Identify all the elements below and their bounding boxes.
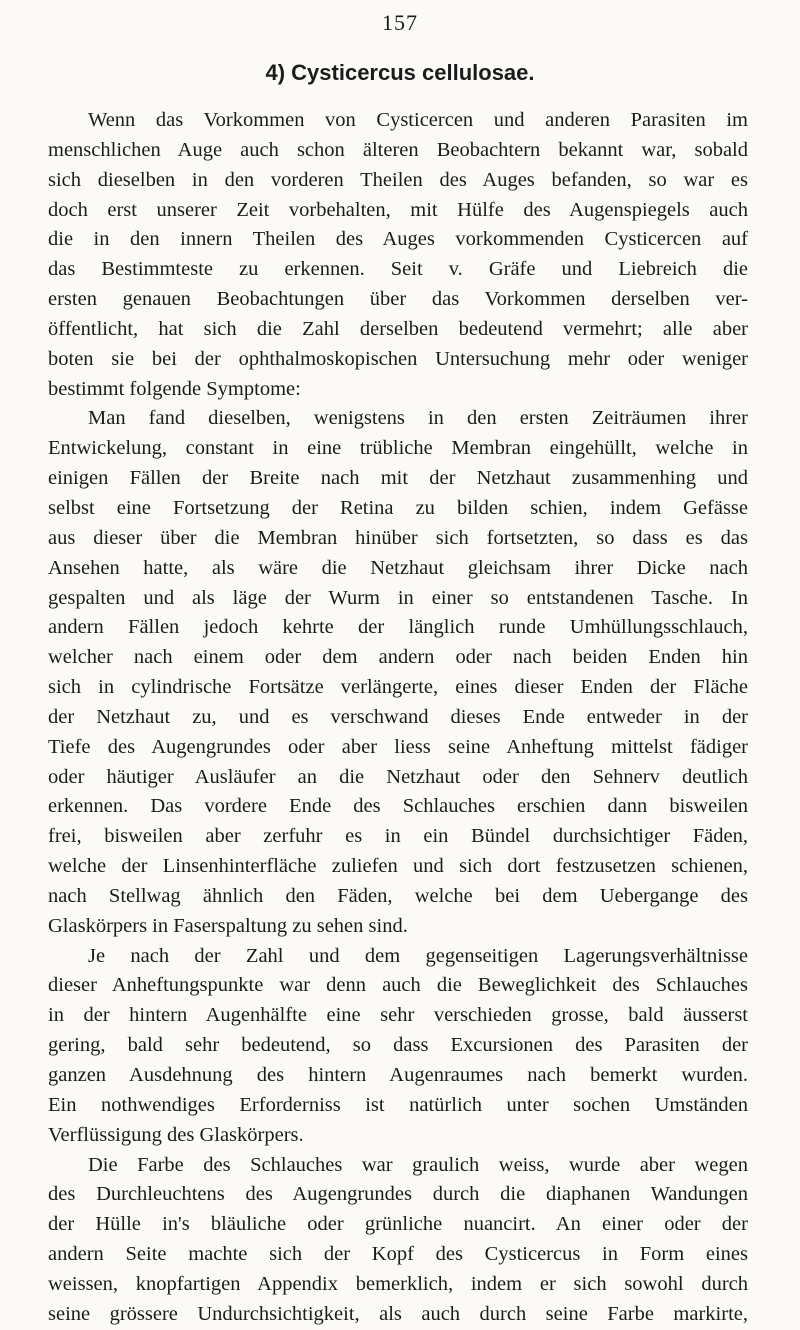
text-line: Ansehen hatte, als wäre die Netzhaut gleichsam ihrer Dicke nach (48, 556, 748, 579)
text-line: das Bestimmteste zu erkennen. Seit v. Gräfe und Liebreich die (48, 258, 748, 281)
body-text (48, 106, 748, 1330)
text-line: Die Farbe des Schlauches war graulich weiss, wurde aber wegen (88, 1153, 748, 1176)
text-line: Entwickelung, constant in eine trübliche Membran eingehüllt, welche in (48, 437, 748, 460)
text-line: ganzen Ausdehnung des hintern Augenraumes nach bemerkt wurden. (48, 1064, 748, 1086)
text-line: welcher nach einem oder dem andern oder nach beiden Enden hin (48, 646, 748, 669)
text-line: menschlichen Auge auch schon älteren Beobachtern bekannt war, sobald (48, 138, 748, 161)
text-line: Glaskörpers in Faserspaltung zu sehen sind. (48, 914, 408, 937)
text-line: bestimmt folgende Symptome: (48, 377, 301, 400)
text-line: einigen Fällen der Breite nach mit der Netzhaut zusammenhing und (48, 467, 748, 490)
text-line: erkennen. Das vordere Ende des Schlauches erschien dann bisweilen (48, 795, 748, 818)
text-line: sich in cylindrische Fortsätze verlängerte, eines dieser Enden der Fläche (48, 676, 748, 699)
text-line: ersten genauen Beobachtungen über das Vorkommen derselben ver- (48, 288, 748, 311)
text-line: dieser Anheftungspunkte war denn auch die Beweglichkeit des Schlauches (48, 974, 748, 997)
text-line: weissen, knopfartigen Appendix bemerklich, indem er sich sowohl durch (48, 1272, 748, 1295)
text-line: oder häutiger Ausläufer an die Netzhaut oder den Sehnerv deutlich (48, 765, 748, 788)
text-line: Man fand dieselben, wenigstens in den ersten Zeiträumen ihrer (88, 407, 748, 430)
text-line: aus dieser über die Membran hinüber sich fortsetzten, so dass es das (48, 526, 748, 549)
text-line: seine grössere Undurchsichtigkeit, als auch durch seine Farbe markirte, (48, 1302, 748, 1325)
text-line: des Durchleuchtens des Augengrundes durch die diaphanen Wandungen (48, 1183, 748, 1206)
text-line: andern Seite machte sich der Kopf des Cysticercus in Form eines (48, 1243, 748, 1266)
text-line: Ein nothwendiges Erforderniss ist natürlich unter sochen Umständen (48, 1093, 748, 1116)
text-line: nach Stellwag ähnlich den Fäden, welche bei dem Uebergange des (48, 884, 748, 907)
text-line: Verflüssigung des Glaskörpers. (48, 1123, 304, 1146)
text-line: sich dieselben in den vorderen Theilen des Auges befanden, so war es (48, 168, 748, 191)
text-line: der Hülle in's bläuliche oder grünliche nuancirt. An einer oder der (48, 1213, 748, 1236)
text-line: gering, bald sehr bedeutend, so dass Excursionen des Parasiten der (48, 1034, 748, 1057)
text-line: die in den innern Theilen des Auges vorkommenden Cysticercen auf (48, 228, 748, 251)
text-line: Tiefe des Augengrundes oder aber liess seine Anheftung mittelst fädiger (48, 735, 748, 758)
text-line: gespalten und als läge der Wurm in einer so entstandenen Tasche. In (48, 586, 748, 609)
text-line: selbst eine Fortsetzung der Retina zu bilden schien, indem Gefässe (48, 496, 748, 519)
text-line: andern Fällen jedoch kehrte der länglich runde Umhüllungsschlauch, (48, 616, 748, 639)
text-line: frei, bisweilen aber zerfuhr es in ein Bündel durchsichtiger Fäden, (48, 825, 748, 848)
text-line: doch erst unserer Zeit vorbehalten, mit Hülfe des Augenspiegels auch (48, 198, 748, 221)
text-line: Wenn das Vorkommen von Cysticercen und anderen Parasiten im (88, 109, 748, 131)
text-line: welche der Linsenhinterfläche zuliefen und sich dort festzusetzen schienen, (48, 855, 748, 878)
page-number: 157 (382, 10, 418, 35)
section-heading: 4) Cysticercus cellulosae. (265, 60, 535, 85)
text-line: Je nach der Zahl und dem gegenseitigen Lagerungsverhältnisse (88, 944, 748, 967)
text-line: in der hintern Augenhälfte eine sehr verschieden grosse, bald äusserst (48, 1004, 748, 1027)
text-line: öffentlicht, hat sich die Zahl derselben bedeutend vermehrt; alle aber (48, 317, 748, 340)
text-line: boten sie bei der ophthalmoskopischen Untersuchung mehr oder weniger (48, 347, 748, 370)
text-line: der Netzhaut zu, und es verschwand dieses Ende entweder in der (48, 705, 748, 728)
